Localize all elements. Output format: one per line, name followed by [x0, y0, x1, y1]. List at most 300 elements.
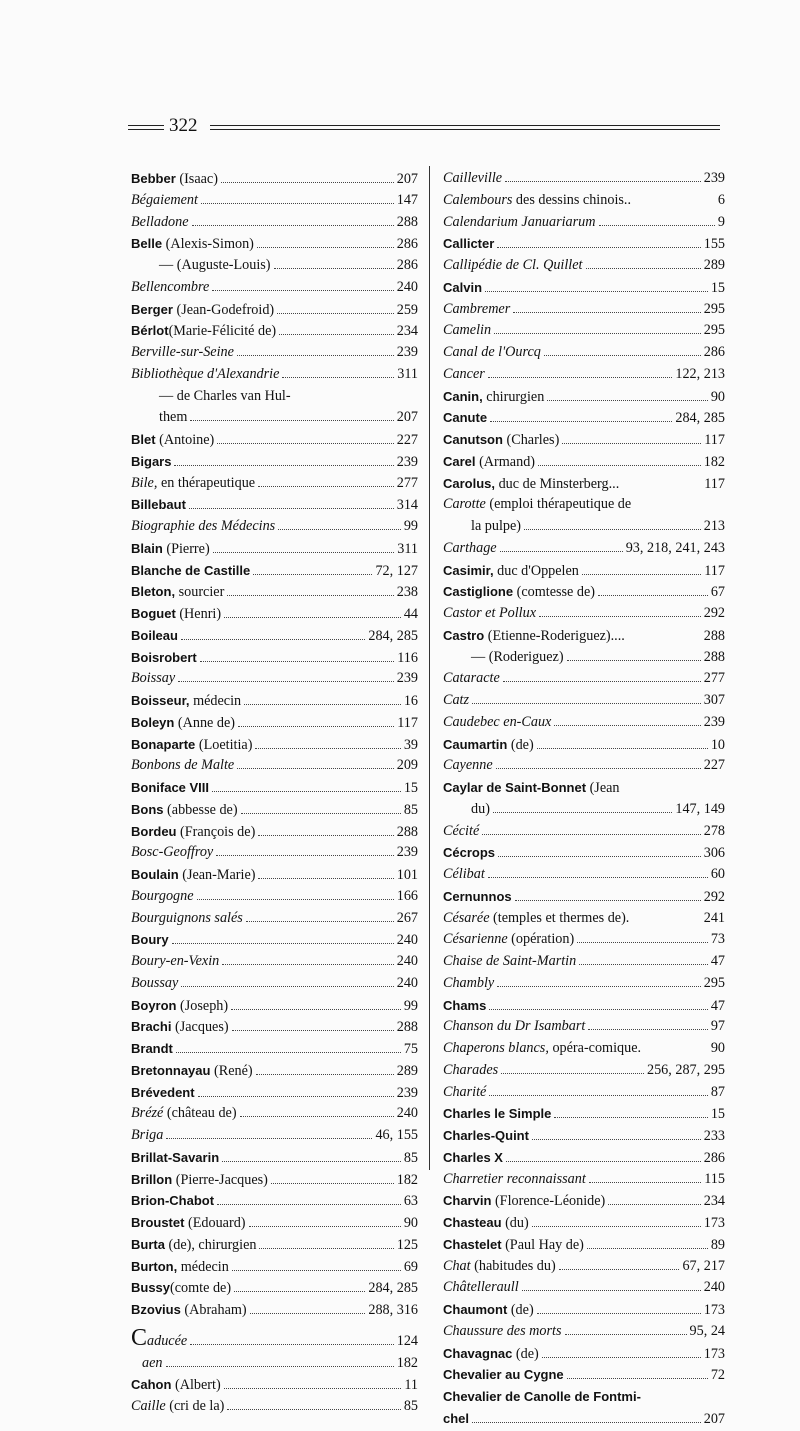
entry-label	[131, 734, 252, 757]
index-entry	[131, 929, 418, 951]
entry-heading: Castiglione	[443, 584, 514, 600]
leader-dots	[176, 1052, 401, 1053]
index-column-right	[443, 168, 725, 1430]
entry-text: — (Roderiguez)	[471, 648, 564, 665]
index-entry	[131, 1299, 418, 1321]
entry-label	[443, 299, 510, 321]
index-entry	[131, 1169, 418, 1191]
leader-dots	[522, 1290, 701, 1291]
index-entry	[131, 1324, 418, 1353]
entry-italic: Belladone	[131, 213, 189, 230]
index-entry	[443, 190, 725, 212]
entry-label	[443, 799, 490, 821]
leader-dots	[488, 877, 708, 878]
entry-label	[131, 951, 219, 973]
page-reference: 63	[403, 1193, 418, 1210]
entry-label	[131, 538, 210, 561]
leader-dots	[217, 1204, 401, 1205]
entry-italic: Chanson du Dr Isambart	[443, 1018, 586, 1035]
index-entry	[131, 407, 418, 429]
leader-dots	[554, 725, 700, 726]
index-entry	[443, 1103, 725, 1125]
leader-dots	[232, 1030, 394, 1031]
leader-dots	[234, 1291, 365, 1292]
index-entry	[131, 755, 418, 777]
entry-heading: Boileau	[131, 627, 178, 643]
page-reference: 289	[396, 1062, 418, 1079]
page-reference: 72	[710, 1367, 725, 1384]
entry-text: (Abraham)	[180, 1302, 247, 1318]
leader-dots	[197, 899, 394, 900]
index-entry	[443, 277, 725, 299]
page-reference: 115	[704, 1170, 725, 1187]
leader-dots	[547, 400, 707, 401]
entry-label	[131, 342, 234, 364]
entry-text: (de)	[507, 736, 534, 753]
page-reference: 239	[396, 670, 418, 687]
index-entry	[443, 929, 725, 951]
index-entry	[443, 755, 725, 777]
entry-label	[443, 1038, 641, 1060]
page-reference: 97	[710, 1018, 725, 1035]
entry-label	[131, 1082, 195, 1105]
entry-italic: Brézé	[131, 1105, 164, 1122]
entry-text: (Charles)	[502, 432, 560, 448]
page-reference: 124	[396, 1332, 418, 1349]
page-reference: 173	[703, 1302, 725, 1318]
entry-text: en thérapeutique	[157, 474, 256, 491]
leader-dots	[282, 377, 394, 378]
entry-heading: Canute	[443, 410, 488, 426]
leader-dots	[216, 855, 394, 856]
entry-label	[443, 777, 620, 800]
entry-label	[131, 277, 209, 299]
entry-text: médecin	[189, 693, 242, 709]
entry-label	[443, 668, 500, 690]
entry-italic: Bile,	[131, 474, 158, 491]
index-entry	[131, 451, 418, 473]
index-entry	[443, 1147, 725, 1169]
entry-heading: Cernunnos	[443, 888, 512, 904]
index-entry	[443, 1256, 725, 1278]
leader-dots	[258, 835, 393, 836]
entry-text: (temples et thermes de).	[489, 909, 630, 926]
leader-dots	[232, 1270, 401, 1271]
leader-dots	[490, 421, 672, 422]
index-entry	[131, 995, 418, 1017]
entry-label	[131, 1169, 268, 1192]
entry-label	[131, 320, 276, 343]
entry-label	[131, 299, 274, 322]
entry-heading: chel	[443, 1410, 470, 1426]
index-entry	[131, 1038, 418, 1060]
entry-heading: Brillon	[131, 1171, 173, 1187]
entry-label	[443, 625, 625, 648]
entry-label	[443, 407, 487, 430]
index-entry	[131, 342, 418, 364]
page-reference: 286	[396, 257, 418, 273]
entry-label	[131, 864, 255, 887]
entry-heading: Broustet	[131, 1215, 185, 1230]
entry-label	[443, 929, 574, 951]
entry-label	[443, 277, 482, 300]
page-reference: 207	[396, 409, 418, 426]
entry-heading: Boguet	[131, 606, 176, 621]
entry-label	[443, 647, 564, 669]
entry-italic: Cayenne	[443, 757, 493, 774]
entry-text: la pulpe)	[471, 518, 522, 534]
entry-label	[131, 1016, 229, 1039]
entry-heading: Chavagnac	[443, 1345, 513, 1361]
entry-label	[131, 1103, 237, 1125]
entry-italic: Canal de l'Ourcq	[443, 344, 541, 360]
leader-dots	[489, 1009, 707, 1010]
leader-dots	[588, 1029, 708, 1030]
page-reference: 122, 213	[675, 365, 725, 382]
leader-dots	[256, 1074, 394, 1075]
index-entry	[443, 1299, 725, 1321]
index-entry	[131, 1212, 418, 1234]
entry-label	[131, 407, 187, 429]
index-entry	[131, 538, 418, 560]
entry-heading: Charles le Simple	[443, 1106, 552, 1122]
index-entry	[131, 1353, 418, 1375]
page-reference: 288, 316	[368, 1302, 418, 1318]
leader-dots	[200, 661, 395, 662]
entry-italic: Berville-sur-Seine	[131, 344, 234, 360]
page-reference: 259	[396, 301, 418, 318]
entry-label	[131, 212, 189, 234]
page-reference: 117	[704, 562, 725, 579]
index-entry	[443, 255, 725, 277]
index-entry	[443, 1190, 725, 1212]
leader-dots	[258, 486, 394, 487]
leader-dots	[554, 1117, 707, 1118]
entry-text: des dessins chinois..	[512, 191, 631, 208]
leader-dots	[513, 312, 700, 313]
leader-dots	[237, 355, 394, 356]
leader-dots	[212, 290, 393, 291]
leader-dots	[498, 856, 701, 857]
column-divider	[429, 166, 430, 1170]
entry-heading: Carolus,	[443, 475, 496, 491]
index-entry	[443, 581, 725, 603]
entry-label	[443, 320, 491, 342]
entry-heading: Canin,	[443, 388, 483, 404]
page-reference: 60	[710, 866, 725, 882]
page-reference: 240	[396, 1105, 418, 1122]
entry-heading: Brachi	[131, 1019, 172, 1035]
leader-dots	[178, 681, 394, 682]
entry-label	[443, 581, 595, 604]
page-reference: 295	[703, 300, 725, 317]
leader-dots	[198, 1096, 394, 1097]
entry-label	[131, 1212, 246, 1235]
entry-italic: Cataracte	[443, 670, 500, 687]
leader-dots	[497, 247, 700, 248]
index-entry	[443, 951, 725, 973]
entry-label	[443, 842, 495, 865]
entry-heading: Bordeu	[131, 823, 177, 839]
index-entry	[443, 864, 725, 886]
page-reference: 99	[403, 997, 418, 1014]
entry-italic: Châtelleraull	[443, 1279, 519, 1296]
leader-dots	[222, 964, 393, 965]
leader-dots	[181, 639, 365, 640]
entry-heading: Bussy	[131, 1280, 171, 1296]
entry-label	[131, 429, 214, 452]
leader-dots	[539, 616, 701, 617]
entry-italic: Chaperons blancs,	[443, 1040, 549, 1056]
index-entry	[131, 842, 418, 864]
index-entry	[131, 886, 418, 908]
page-reference: 69	[403, 1258, 418, 1275]
page-reference: 93, 218, 241, 243	[625, 539, 725, 556]
entry-label	[131, 473, 255, 495]
page-reference: 239	[703, 713, 725, 730]
page-reference: 234	[396, 323, 418, 340]
entry-label	[131, 168, 218, 191]
entry-label	[131, 1324, 188, 1353]
entry-label	[443, 1169, 586, 1191]
entry-label	[131, 777, 209, 800]
page-reference: 295	[703, 974, 725, 991]
index-entry	[443, 734, 725, 756]
leader-dots	[494, 333, 701, 334]
entry-heading: Callicter	[443, 236, 495, 252]
entry-heading: Brion-Chabot	[131, 1193, 215, 1209]
entry-heading: Belle	[131, 236, 163, 252]
leader-dots	[224, 617, 401, 618]
entry-label	[443, 973, 494, 995]
entry-label	[443, 1321, 562, 1343]
page-reference: 213	[703, 518, 725, 534]
entry-text: (Alexis-Simon)	[162, 236, 254, 253]
entry-label	[131, 255, 271, 277]
index-entry	[443, 995, 725, 1017]
leader-dots	[472, 703, 701, 704]
index-entry	[443, 168, 725, 190]
entry-label	[443, 1190, 605, 1213]
page-reference: 311	[397, 540, 418, 557]
entry-label	[131, 364, 279, 386]
entry-heading: Bérlot	[131, 323, 169, 339]
entry-heading: Boyron	[131, 997, 177, 1013]
index-entry	[131, 1082, 418, 1104]
page-reference: 227	[396, 432, 418, 448]
page-reference: 207	[396, 171, 418, 187]
leader-dots	[506, 1161, 701, 1162]
index-entry	[131, 1060, 418, 1082]
page-reference: 85	[403, 1398, 418, 1414]
entry-italic: Césarienne	[443, 931, 508, 948]
index-entry	[443, 1082, 725, 1104]
entry-heading: Cahon	[131, 1377, 172, 1393]
leader-dots	[224, 1388, 402, 1389]
page-reference: 90	[710, 388, 725, 405]
leader-dots	[222, 1161, 401, 1162]
page-reference: 182	[396, 1354, 418, 1371]
entry-text: (de)	[512, 1345, 539, 1362]
entry-italic: Chat	[443, 1257, 471, 1274]
entry-label	[131, 821, 255, 844]
entry-italic: Carotte	[443, 496, 486, 513]
index-entry	[131, 734, 418, 756]
page-reference: 307	[703, 692, 725, 708]
leader-dots	[271, 1183, 394, 1184]
leader-dots	[497, 986, 700, 987]
index-entry	[443, 233, 725, 255]
entry-label	[131, 908, 243, 930]
leader-dots	[190, 420, 393, 421]
entry-text: (Jean	[586, 780, 620, 796]
index-entry	[131, 712, 418, 734]
leader-dots	[212, 791, 401, 792]
page-reference: 72, 127	[375, 562, 418, 579]
page-reference: 9	[717, 213, 725, 230]
entry-label	[131, 929, 169, 952]
page-reference: 277	[703, 670, 725, 687]
page-reference: 11	[404, 1377, 418, 1394]
entry-label	[443, 1147, 503, 1170]
entry-text: (du)	[501, 1215, 529, 1231]
index-entry	[131, 1256, 418, 1278]
entry-heading: Billebaut	[131, 497, 186, 513]
entry-label	[443, 908, 629, 930]
leader-dots	[537, 748, 708, 749]
index-entry	[131, 1147, 418, 1169]
index-entry	[443, 1321, 725, 1343]
leader-dots	[586, 268, 701, 269]
index-entry	[443, 1364, 725, 1386]
index-entry	[443, 799, 725, 821]
leader-dots	[472, 1422, 701, 1423]
entry-label	[131, 386, 291, 408]
page-reference: 288	[703, 648, 725, 665]
page-reference: 15	[710, 279, 725, 296]
leader-dots	[599, 225, 715, 226]
index-entry	[131, 777, 418, 799]
leader-dots	[505, 181, 701, 182]
leader-dots	[277, 313, 394, 314]
entry-italic: Catz	[443, 692, 470, 708]
index-entry	[443, 299, 725, 321]
index-entry	[443, 821, 725, 843]
entry-label	[443, 712, 551, 734]
entry-heading: Bigars	[131, 453, 172, 469]
leader-dots	[579, 964, 708, 965]
entry-heading: Brillat-Savarin	[131, 1149, 220, 1165]
leader-dots	[227, 1409, 400, 1410]
index-entry	[131, 473, 418, 495]
index-entry	[443, 320, 725, 342]
leader-dots	[567, 660, 701, 661]
leader-dots	[589, 1182, 701, 1183]
entry-text: — de Charles van Hul-	[159, 387, 291, 404]
entry-text: (Joseph)	[176, 997, 229, 1014]
entry-text: chirurgien	[482, 388, 545, 405]
entry-heading: Boury	[131, 932, 169, 948]
entry-heading: Bleton,	[131, 584, 176, 600]
index-entry	[131, 299, 418, 321]
index-entry	[443, 364, 725, 386]
entry-label	[131, 1299, 247, 1322]
entry-italic: Bégaiement	[131, 191, 198, 208]
index-entry	[443, 886, 725, 908]
entry-label	[131, 1396, 224, 1418]
index-entry	[443, 712, 725, 734]
index-entry	[443, 212, 725, 234]
index-entry	[131, 277, 418, 299]
entry-text: (Florence-Léonide)	[491, 1193, 606, 1210]
page-reference: 292	[703, 605, 725, 621]
index-entry	[443, 1060, 725, 1082]
leader-dots	[598, 595, 708, 596]
entry-label	[131, 190, 198, 212]
page-reference: 67, 217	[682, 1257, 725, 1274]
entry-label	[443, 951, 576, 973]
leader-dots	[259, 1248, 393, 1249]
page-reference: 73	[710, 931, 725, 948]
entry-label	[131, 1125, 163, 1147]
leader-dots	[190, 1344, 394, 1345]
entry-text: (de), chirurgien	[164, 1236, 257, 1253]
leader-dots	[274, 268, 394, 269]
entry-text: (abbesse de)	[163, 801, 238, 818]
entry-heading: Charvin	[443, 1193, 492, 1209]
page-reference: 89	[710, 1236, 725, 1253]
leader-dots	[253, 574, 372, 575]
entry-italic: Caille	[131, 1398, 166, 1414]
index-entry	[131, 668, 418, 690]
entry-label	[443, 255, 583, 277]
entry-text: (comtesse de)	[513, 584, 596, 601]
page-number: 322	[169, 115, 198, 136]
index-entry	[131, 494, 418, 516]
index-entry	[443, 1212, 725, 1234]
entry-label	[443, 473, 619, 496]
entry-text: (Jean-Godefroid)	[172, 301, 275, 318]
leader-dots	[174, 465, 393, 466]
entry-label	[131, 1256, 229, 1279]
entry-heading: Boisseur,	[131, 693, 190, 708]
index-entry	[131, 1374, 418, 1396]
index-entry	[131, 364, 418, 386]
index-entry	[131, 320, 418, 342]
leader-dots	[249, 1226, 401, 1227]
index-entry	[443, 1125, 725, 1147]
entry-heading: Berger	[131, 301, 173, 317]
entry-label	[131, 603, 221, 626]
page-reference: 239	[703, 170, 725, 186]
page-reference: 267	[396, 909, 418, 926]
entry-label	[443, 560, 579, 583]
index-entry	[131, 212, 418, 234]
index-entry	[443, 1016, 725, 1038]
page-reference: 277	[396, 474, 418, 491]
leader-dots	[217, 443, 393, 444]
page-reference: 147	[396, 191, 418, 208]
leader-dots	[172, 943, 394, 944]
entry-label	[443, 1234, 584, 1257]
leader-dots	[485, 291, 708, 292]
entry-label	[131, 1190, 214, 1213]
leader-dots	[524, 529, 701, 530]
leader-dots	[515, 900, 701, 901]
index-entry	[131, 864, 418, 886]
index-entry	[131, 625, 418, 647]
entry-label	[131, 1234, 256, 1257]
